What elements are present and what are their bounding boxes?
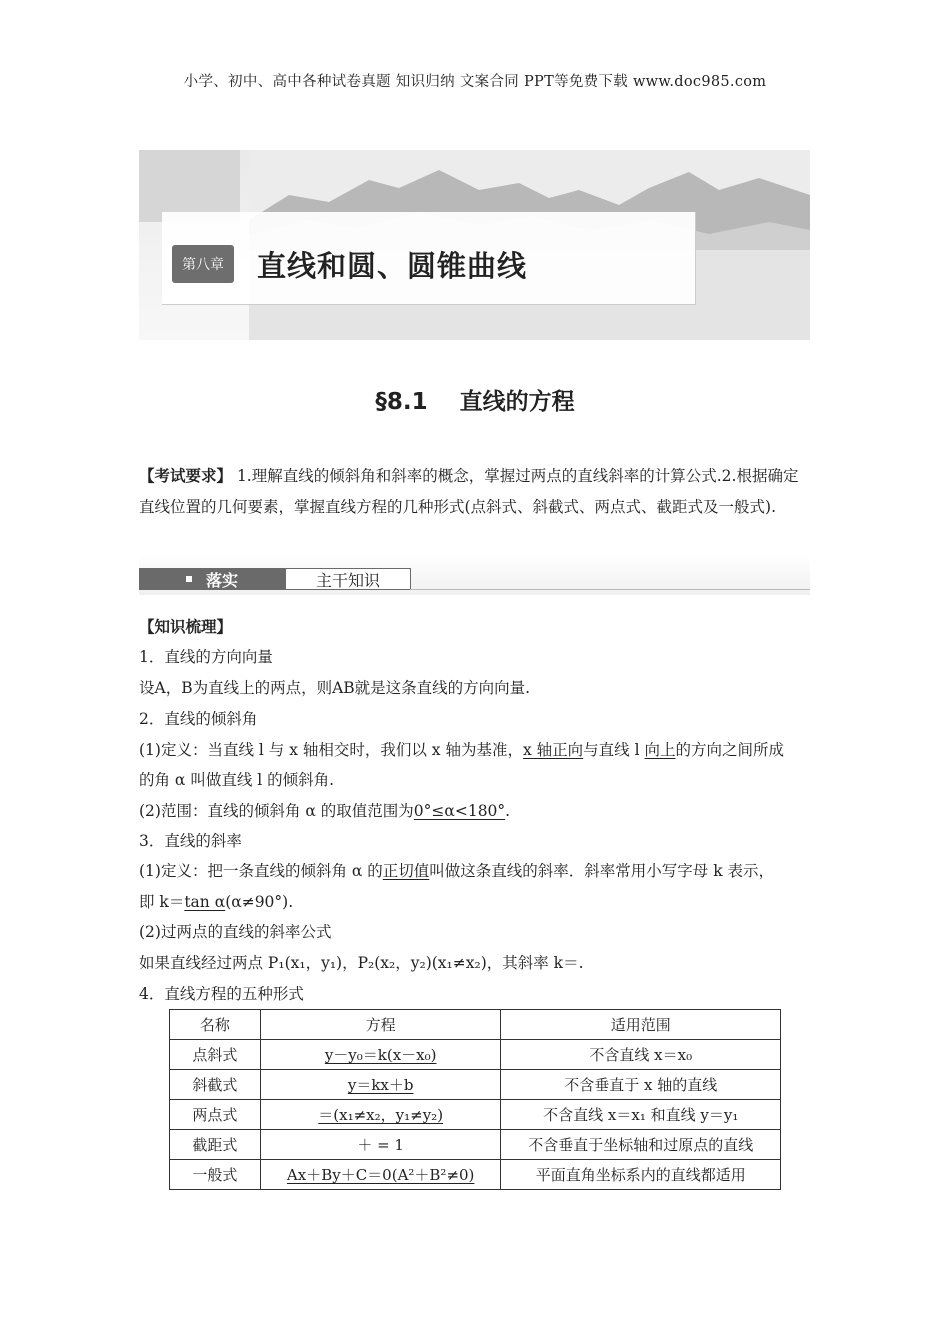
s2-definition <box>139 738 784 760</box>
table-cell-scope: 不含直线 x＝x₁ 和直线 y＝y₁ <box>501 1100 781 1130</box>
band-dark-label: 落实 <box>205 570 238 590</box>
table-row <box>170 1100 781 1130</box>
equation-answer: ＝(x₁≠x₂，y₁≠y₂) <box>318 1106 444 1124</box>
s4-title: 4．直线方程的五种形式 <box>139 985 304 1003</box>
s3-def-continued <box>139 890 293 912</box>
s3-def-part-b: 叫做这条直线的斜率．斜率常用小写字母 k 表示， <box>429 862 775 880</box>
table-header-cell: 方程 <box>260 1010 501 1040</box>
table-cell-scope: 不含垂直于坐标轴和过原点的直线 <box>501 1130 781 1160</box>
table-cell-equation: ＋ = 1 <box>260 1130 501 1160</box>
equation-answer: y＝kx＋b <box>347 1076 414 1094</box>
s2-range <box>139 799 510 821</box>
exam-requirements <box>139 461 811 523</box>
table-cell-equation <box>260 1100 501 1130</box>
table-cell-name: 一般式 <box>170 1160 261 1190</box>
s1-text: 设A，B为直线上的两点，则AB就是这条直线的方向向量. <box>139 679 531 697</box>
s3-title: 3．直线的斜率 <box>139 832 242 850</box>
site-header: 小学、初中、高中各种试卷真题 知识归纳 文案合同 PPT等免费下载 www.doc985.com <box>183 74 767 90</box>
table-cell-name: 截距式 <box>170 1130 261 1160</box>
s2-range-part-b: . <box>505 802 511 820</box>
knowledge-heading: 【知识梳理】 <box>139 618 233 636</box>
chapter-badge: 第八章 <box>172 245 234 283</box>
s3-two-points-text: 如果直线经过两点 P₁(x₁，y₁)，P₂(x₂，y₂)(x₁≠x₂)，其斜率 k＝. <box>139 954 584 972</box>
s3-def-part-a: (1)定义：把一条直线的倾斜角 α 的 <box>139 862 383 880</box>
section-title: §8.1 直线的方程 <box>375 389 575 415</box>
s2-range-part-a: (2)范围：直线的倾斜角 α 的取值范围为 <box>139 802 414 820</box>
equation-answer: Ax＋By＋C＝0(A²＋B²≠0) <box>286 1166 475 1184</box>
table-cell-name: 点斜式 <box>170 1040 261 1070</box>
s3-definition <box>139 859 774 881</box>
table-row <box>170 1070 781 1100</box>
table-row <box>170 1160 781 1190</box>
table-cell-name: 两点式 <box>170 1100 261 1130</box>
chapter-title: 直线和圆、圆锥曲线 <box>257 249 528 283</box>
s2-def-answer-1: x 轴正向 <box>522 741 584 759</box>
band-light-tab: 主干知识 <box>285 568 411 590</box>
exam-requirements-label: 【考试要求】 <box>139 467 233 485</box>
s2-def-continued: 的角 α 叫做直线 l 的倾斜角. <box>139 771 335 789</box>
table-header-cell: 名称 <box>170 1010 261 1040</box>
square-bullet-icon <box>186 576 192 582</box>
table-cell-scope: 平面直角坐标系内的直线都适用 <box>501 1160 781 1190</box>
s3-def-part-c: 即 k＝ <box>139 893 185 911</box>
s2-range-answer: 0°≤α<180° <box>413 802 506 820</box>
exam-requirements-text: 1.理解直线的倾斜角和斜率的概念，掌握过两点的直线斜率的计算公式.2.根据确定直线位置的几何要素，掌握直线方程的几种形式(点斜式、斜截式、两点式、截距式及一般式). <box>139 467 799 516</box>
table-header-cell: 适用范围 <box>501 1010 781 1040</box>
table-cell-scope: 不含直线 x＝x₀ <box>501 1040 781 1070</box>
table-cell-scope: 不含垂直于 x 轴的直线 <box>501 1070 781 1100</box>
table-row <box>170 1130 781 1160</box>
table-row <box>170 1040 781 1070</box>
band-divider <box>410 589 810 590</box>
band-dark-tab <box>139 568 285 590</box>
s2-def-part-a: (1)定义：当直线 l 与 x 轴相交时，我们以 x 轴为基准， <box>139 741 523 759</box>
s3-two-points-title: (2)过两点的直线的斜率公式 <box>139 923 332 941</box>
table-header-row <box>170 1010 781 1040</box>
s3-def-answer-2: tan α <box>184 893 226 911</box>
s2-title: 2．直线的倾斜角 <box>139 710 258 728</box>
table-cell-equation <box>260 1040 501 1070</box>
equation-forms-table <box>169 1009 781 1190</box>
s1-title: 1．直线的方向向量 <box>139 648 273 666</box>
s2-def-part-c: 的方向之间所成 <box>675 741 784 759</box>
table-cell-equation <box>260 1070 501 1100</box>
table-cell-equation <box>260 1160 501 1190</box>
s2-def-part-b: 与直线 l <box>583 741 645 759</box>
s3-def-part-d: (α≠90°). <box>225 893 294 911</box>
s3-def-answer: 正切值 <box>382 862 430 880</box>
equation-answer: y－y₀＝k(x－x₀) <box>324 1046 437 1064</box>
s2-def-answer-2: 向上 <box>644 741 676 759</box>
table-cell-name: 斜截式 <box>170 1070 261 1100</box>
